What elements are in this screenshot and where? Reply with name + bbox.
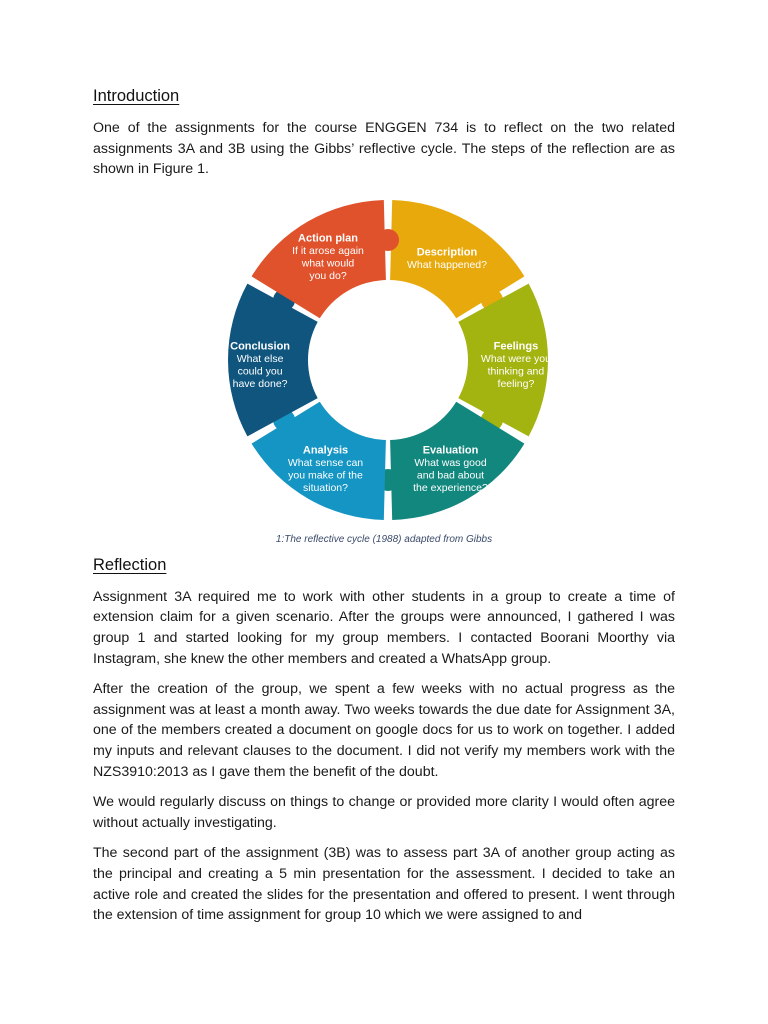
document-page xyxy=(93,84,675,926)
segment-description-line: situation? xyxy=(303,481,348,494)
puzzle-knob-shape xyxy=(377,229,399,251)
segment-description-line: If it arose again xyxy=(292,244,364,257)
reflection-paragraph-1: Assignment 3A required me to work with other students in a group to create a time of extension claim for a given scenario. After the groups were announced, I gathered I was group 1 and started looking for my group members. I contacted Boorani Moorthy via Instagram, she knew the other members and created a WhatsApp group. xyxy=(93,588,675,667)
segment-title: Feelings xyxy=(493,340,539,353)
reflection-paragraph-2: After the creation of the group, we spent a few weeks with no actual progress as the assignment was at least a month away. Two weeks towards the due date for Assignment 3A, one of the members created a document on google docs for us to work on together. I added my inputs and relevant clauses to the document. I did not verify my members work with the NZS3910:2013 as I gave them the benefit of the doubt. xyxy=(93,681,675,780)
segment-description-line: have done? xyxy=(232,377,288,390)
segment-description-line: the experience? xyxy=(413,481,488,494)
segment-description-line: feeling? xyxy=(497,377,535,390)
figure-caption: 1:The reflective cycle (1988) adapted from Gibbs xyxy=(275,533,493,545)
introduction-paragraph: One of the assignments for the course ENGGEN 734 is to reflect on the two related assignments 3A and 3B using the Gibbs’ reflective cycle. The steps of the reflection are as shown in Figure 1. xyxy=(93,120,675,178)
segment-description-line: What else xyxy=(236,352,284,365)
segment-description-line: you make of the xyxy=(288,469,363,482)
segment-title: Conclusion xyxy=(230,340,291,353)
segment-description-line: What were you xyxy=(480,352,551,365)
segment-description-line: What sense can xyxy=(287,456,364,469)
segment-title: Analysis xyxy=(302,444,349,457)
segment-title: Action plan xyxy=(298,232,358,245)
segment-description-line: and bad about xyxy=(416,469,485,482)
segment-description-line: what would xyxy=(301,257,355,270)
introduction-heading: Introduction xyxy=(93,87,180,105)
reflective-cycle-diagram xyxy=(93,190,675,530)
segment-description-line: thinking and xyxy=(487,365,545,378)
segment-title: Description xyxy=(416,246,478,259)
reflection-paragraph-3: We would regularly discuss on things to change or provided more clarity I would often agree without actually investigating. xyxy=(93,794,675,831)
segment-description-line: What was good xyxy=(414,456,487,469)
segment-description-line: you do? xyxy=(309,269,347,282)
segment-title: Evaluation xyxy=(422,444,479,457)
reflection-paragraph-4: The second part of the assignment (3B) was to assess part 3A of another group acting as the principal and creating a 5 min presentation for the assessment. I decided to take an active role and created the slides for the presentation and offered to present. I went through the extension of time assignment for group 10 which we were assigned to and xyxy=(93,845,675,924)
segment-description-line: could you xyxy=(237,365,283,378)
segment-description-line: What happened? xyxy=(407,258,487,271)
reflection-heading: Reflection xyxy=(93,555,167,574)
gibbs-reflective-cycle-figure xyxy=(93,190,675,550)
